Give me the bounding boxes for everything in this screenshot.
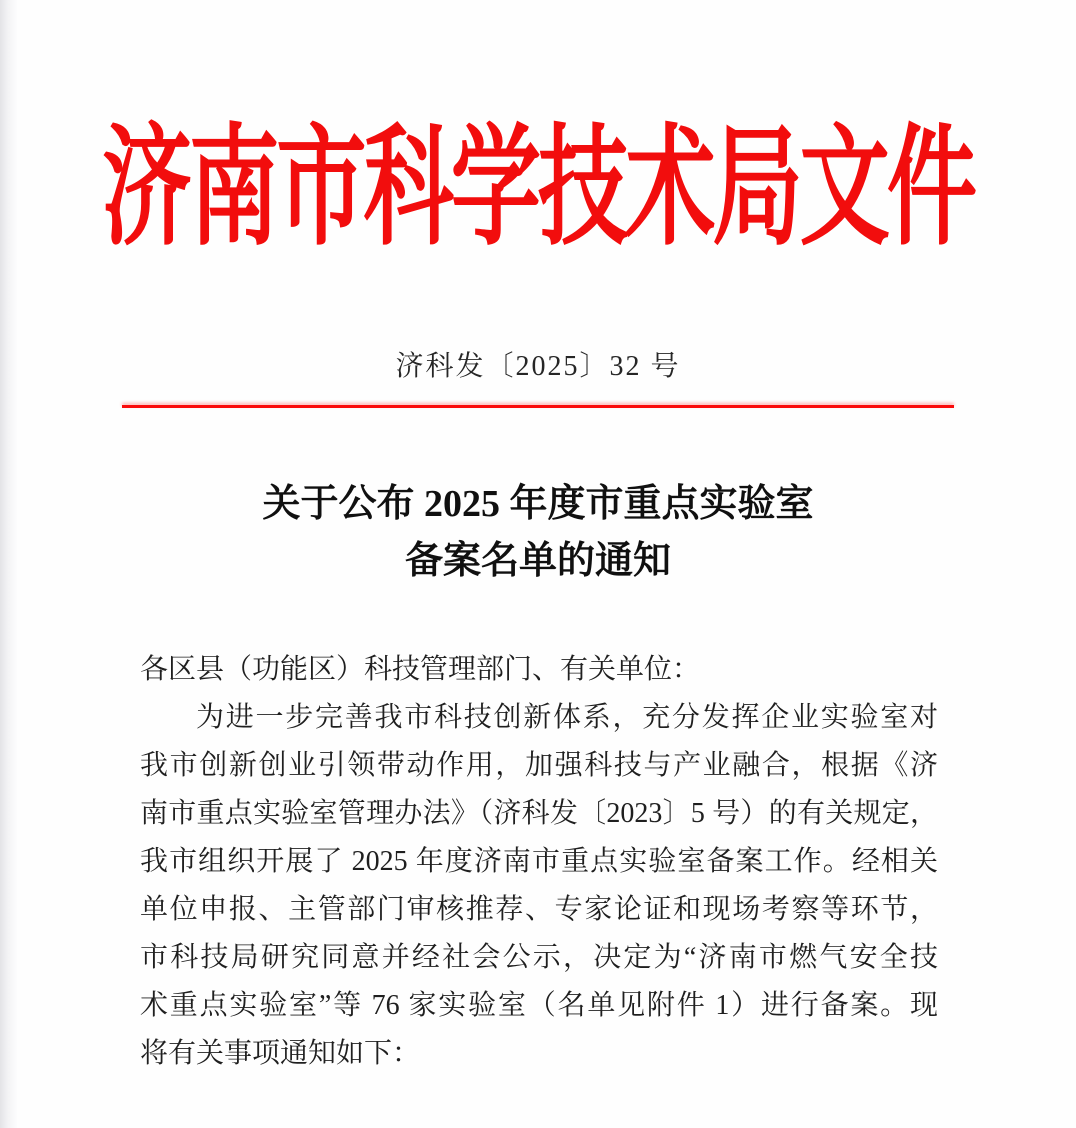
notice-title-line-1: 关于公布 2025 年度市重点实验室 [262, 483, 814, 525]
document-number: 济科发〔2025〕32 号 [395, 351, 681, 382]
body-line: 我市创新创业引领带动作用，加强科技与产业融合，根据《济 [140, 750, 938, 781]
salutation-line: 各区县（功能区）科技管理部门、有关单位： [140, 654, 701, 685]
body-closing-line: 将有关事项通知如下： [140, 1038, 421, 1069]
red-divider-line [122, 405, 954, 408]
body-line: 为进一步完善我市科技创新体系，充分发挥企业实验室对 [196, 702, 938, 733]
notice-title-line-2: 备案名单的通知 [404, 540, 671, 582]
notice-title [0, 476, 1076, 590]
body-line: 南市重点实验室管理办法》（济科发〔2023〕5 号）的有关规定， [140, 798, 938, 829]
body-line: 我市组织开展了 2025 年度济南市重点实验室备案工作。经相关 [140, 846, 938, 877]
document-body [140, 646, 938, 1078]
body-line: 术重点实验室”等 76 家实验室（名单见附件 1）进行备案。现 [140, 990, 938, 1021]
body-line: 单位申报、主管部门审核推荐、专家论证和现场考察等环节， [140, 894, 938, 925]
agency-header [0, 106, 1076, 261]
body-line: 市科技局研究同意并经社会公示，决定为“济南市燃气安全技 [140, 942, 938, 973]
agency-header-text: 济南市科学技术局文件 [101, 115, 975, 261]
